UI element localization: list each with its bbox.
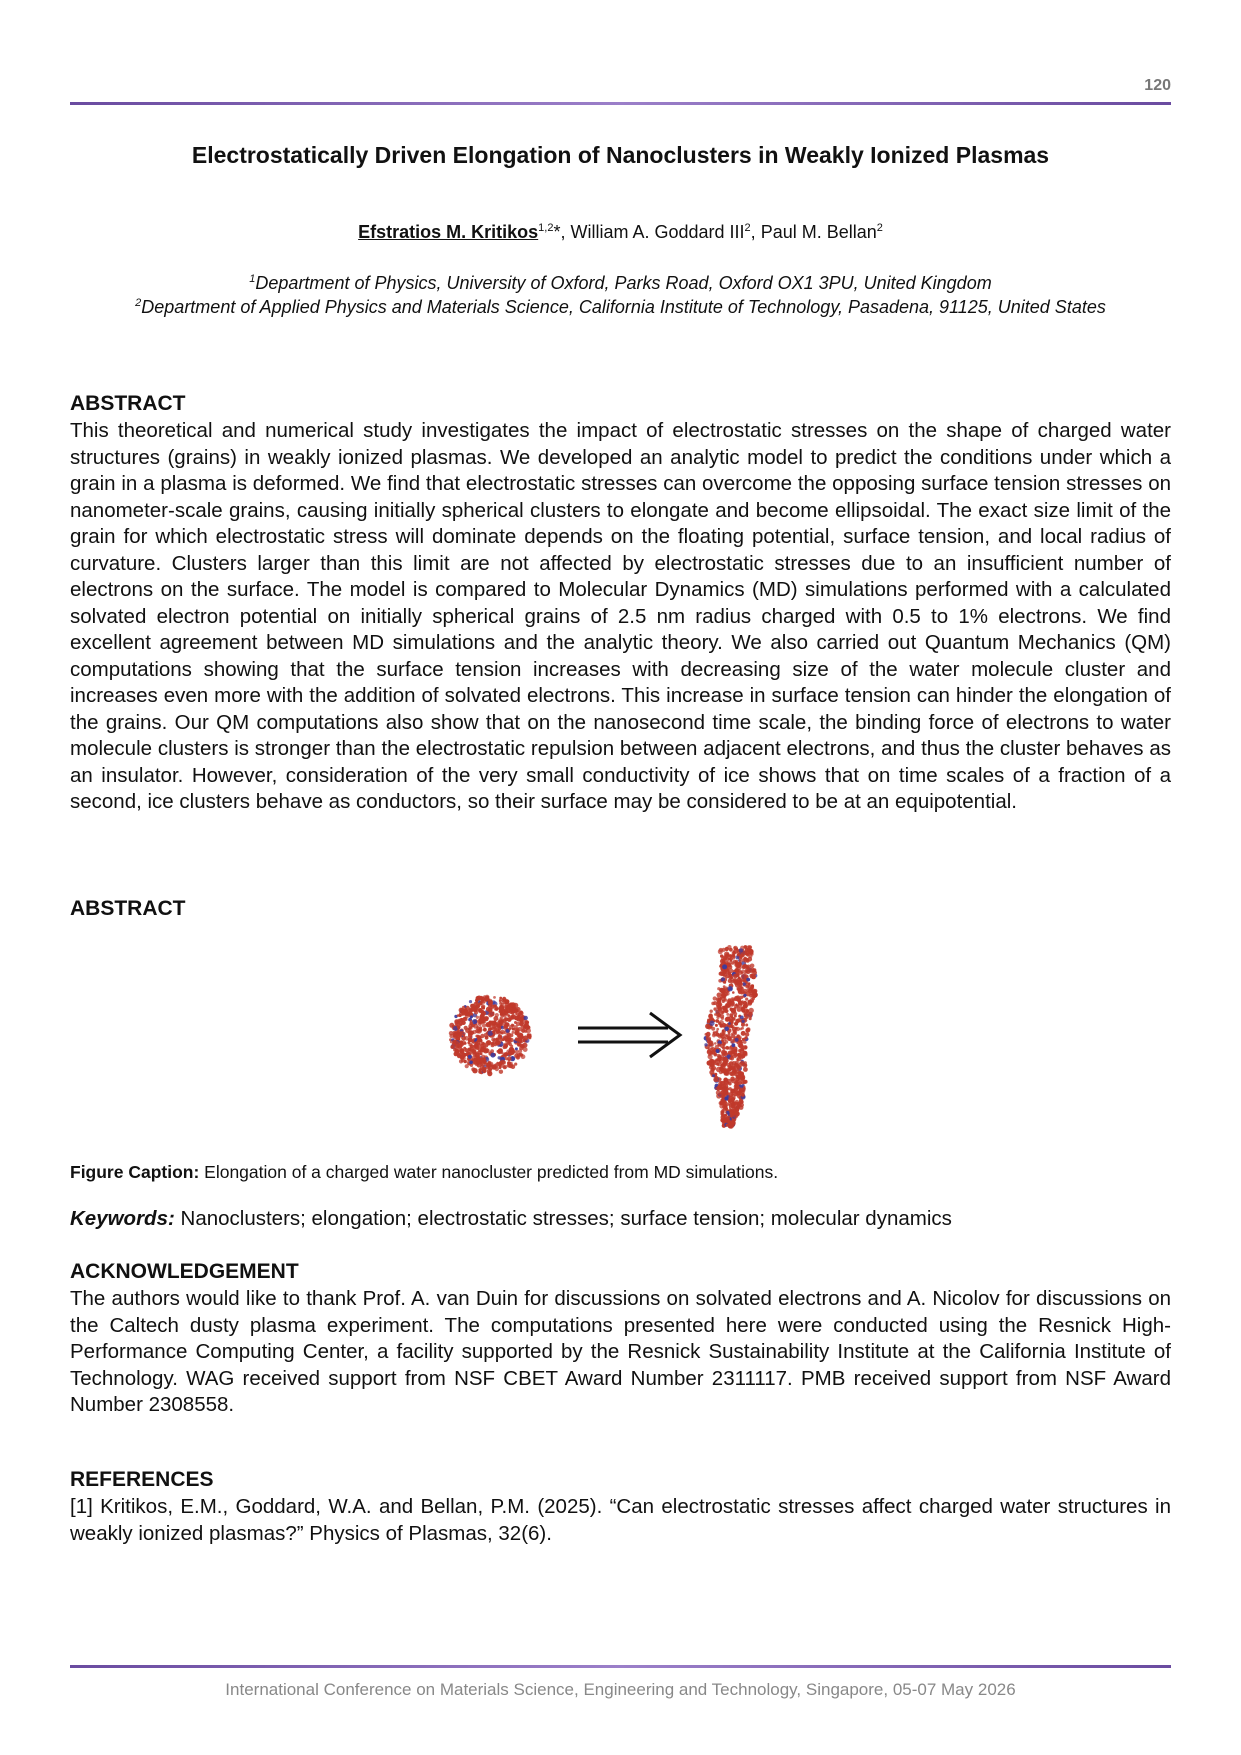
affiliation-1-number: 1 (249, 273, 256, 285)
figure-section-heading: ABSTRACT (70, 897, 186, 920)
affiliation-1 (70, 271, 1171, 295)
affiliation-2-number: 2 (135, 297, 142, 309)
page-footer: International Conference on Materials Science, Engineering and Technology, Singapore, 05-07 May 2026 (225, 1680, 1016, 1699)
figure-caption-label: Figure Caption: (70, 1162, 200, 1182)
abstract-text: This theoretical and numerical study investigates the impact of electrostatic stresses on the shape of charged water structures (grains) in weakly ionized plasmas. We developed an analytic model to predict the conditions under which a grain in a plasma is deformed. We find that electrostatic stresses can overcome the opposing surface tension stresses on nanometer-scale grains, causing initially spherical clusters to elongate and become ellipsoidal. The exact size limit of the grain for which electrostatic stress will dominate depends on the floating potential, surface tension, and local radius of curvature. Clusters larger than this limit are not affected by electrostatic stresses due to an insufficient number of electrons on the surface. The model is compared to Molecular Dynamics (MD) simulations performed with a calculated solvated electron potential on initially spherical grains of 2.5 nm radius charged with 0.5 to 1% electrons. We find excellent agreement between MD simulations and the analytic theory. We also carried out Quantum Mechanics (QM) computations showing that the surface tension increases with decreasing size of the water molecule cluster and increases even more with the addition of solvated electrons. This increase in surface tension can hinder the elongation of the grains. Our QM computations also show that on the nanosecond time scale, the binding force of electrons to water molecule clusters is stronger than the electrostatic repulsion between adjacent electrons, and thus the cluster behaves as an insulator. However, consideration of the very small conductivity of ice shows that on time scales of a fraction of a second, ice clusters behave as conductors, so their surface may be considered to be at an equipotential. (70, 419, 1171, 813)
affiliation-2-text: Department of Applied Physics and Materials Science, California Institute of Technology, Pasadena, 91125, United States (141, 297, 1106, 317)
acknowledgement-heading: ACKNOWLEDGEMENT (70, 1260, 299, 1283)
affiliations (70, 271, 1171, 319)
page-number: 120 (1144, 77, 1171, 94)
reference-item-1: [1] Kritikos, E.M., Goddard, W.A. and Bellan, P.M. (2025). “Can electrostatic stresses affect charged water structures in weakly ionized plasmas?” Physics of Plasmas, 32(6). (70, 1495, 1171, 1545)
footer-rule (70, 1665, 1171, 1668)
figure-caption (70, 1162, 778, 1183)
spherical-cluster (449, 995, 532, 1076)
abstract-heading: ABSTRACT (70, 392, 186, 415)
keywords (70, 1207, 952, 1231)
affiliation-1-text: Department of Physics, University of Oxford, Parks Road, Oxford OX1 3PU, United Kingdom (255, 273, 992, 293)
keywords-text: Nanoclusters; elongation; electrostatic stresses; surface tension; molecular dynamics (174, 1207, 952, 1230)
paper-title: Electrostatically Driven Elongation of Nanoclusters in Weakly Ionized Plasmas (191, 142, 1050, 168)
affiliation-2 (70, 295, 1171, 319)
first-author: Efstratios M. Kritikos (358, 222, 539, 242)
double-arrow-icon (578, 1013, 680, 1057)
figure-caption-text: Elongation of a charged water nanocluster predicted from MD simulations. (199, 1162, 779, 1182)
third-author: Paul M. Bellan (760, 222, 877, 242)
header-rule (70, 102, 1171, 105)
author-list (70, 222, 1171, 243)
references-heading: REFERENCES (70, 1468, 214, 1491)
keywords-label: Keywords: (70, 1207, 175, 1230)
author-separator: , (750, 222, 761, 242)
third-author-affiliation: 2 (876, 222, 883, 234)
corresponding-mark: *, (553, 222, 571, 242)
second-author-affiliation: 2 (744, 222, 751, 234)
first-author-affiliation: 1,2 (538, 222, 554, 234)
second-author: William A. Goddard III (570, 222, 745, 242)
acknowledgement-text: The authors would like to thank Prof. A. van Duin for discussions on solvated electrons and A. Nicolov for discussions on the Caltech dusty plasma experiment. The computations presented here were conducted using the Resnick High-Performance Computing Center, a facility supported by the Resnick Sustainability Institute at the California Institute of Technology. WAG received support from NSF CBET Award Number 2311117. PMB received support from NSF Award Number 2308558. (70, 1287, 1171, 1416)
nanocluster-figure (440, 935, 820, 1135)
elongated-cluster (704, 945, 758, 1129)
